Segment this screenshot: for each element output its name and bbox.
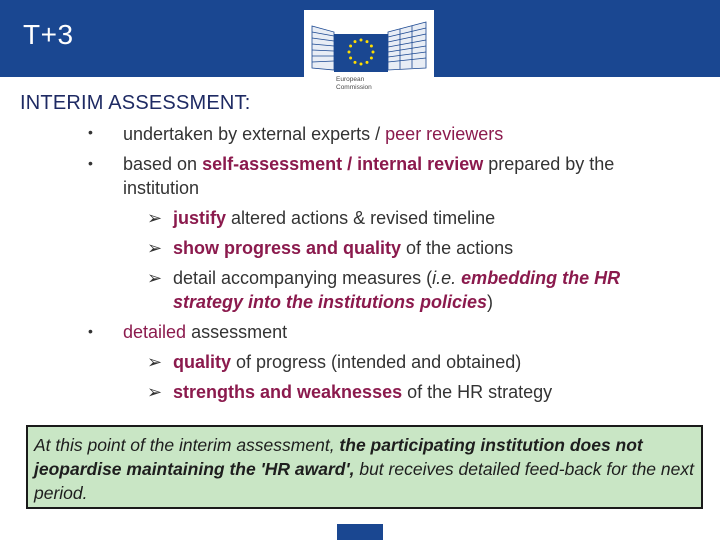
sub-bullet-highlight: embedding the HR [461, 268, 621, 288]
sub-bullet-strengths [147, 381, 552, 403]
bullet-2-highlight: self-assessment / internal review [202, 154, 484, 174]
callout-text-b: but receives detailed feed-back for the next period. [34, 459, 694, 503]
bullet-dot: • [88, 124, 93, 140]
sub-bullet-highlight: show progress and quality [173, 238, 402, 258]
sub-bullet-text: of the actions [401, 238, 514, 258]
sub-bullet-quality [147, 351, 521, 373]
callout-bold: the participating institution does not jeopardise maintaining the 'HR award', [34, 435, 643, 479]
bullet-2-text-b: prepared by the [483, 154, 615, 174]
sub-bullet-highlight: strengths and weaknesses [173, 382, 403, 402]
arrow-bullet-icon: ➢ [147, 382, 163, 402]
sub-bullet-justify [147, 207, 495, 229]
bullet-2-line-2: institution [123, 178, 200, 198]
sub-bullet-text: of progress (intended and obtained) [231, 352, 522, 372]
logo-text [336, 76, 372, 92]
bullet-1 [123, 123, 503, 145]
footer-flag-icon [337, 524, 383, 540]
bullet-dot: • [88, 155, 93, 171]
sub-bullet-measures [147, 267, 620, 289]
slide-title: T+3 [23, 19, 74, 50]
sub-bullet-progress [147, 237, 513, 259]
bullet-1-text: undertaken by external experts / [123, 124, 386, 144]
arrow-bullet-icon: ➢ [147, 238, 163, 258]
bullet-3 [123, 321, 287, 343]
callout-text-a: At this point of the interim assessment, [34, 435, 340, 455]
sub-bullet-highlight: strategy into the institutions policies [173, 292, 488, 312]
european-commission-logo [304, 10, 434, 98]
sub-bullet-text: of the HR strategy [402, 382, 553, 402]
sub-bullet-highlight: quality [173, 352, 232, 372]
sub-bullet-close: ) [487, 292, 494, 312]
callout-box [26, 425, 703, 509]
bullet-3-text: assessment [186, 322, 288, 342]
bullet-2-text-a: based on [123, 154, 203, 174]
bullet-dot: • [88, 323, 93, 339]
arrow-bullet-icon: ➢ [147, 208, 163, 228]
arrow-bullet-icon: ➢ [147, 352, 163, 372]
arrow-bullet-icon: ➢ [147, 268, 163, 288]
bullet-3-highlight: detailed [123, 322, 187, 342]
bullet-2-line-1 [123, 153, 614, 175]
sub-bullet-text: altered actions & revised timeline [226, 208, 496, 228]
sub-bullet-highlight: justify [173, 208, 227, 228]
bullet-1-highlight: peer reviewers [385, 124, 504, 144]
section-heading: INTERIM ASSESSMENT: [20, 92, 251, 114]
sub-bullet-text: detail accompanying measures ( [173, 268, 433, 288]
sub-bullet-measures-line-2 [173, 291, 493, 313]
logo-line-commission: Commission [336, 84, 372, 91]
logo-line-european: European [336, 76, 365, 83]
sub-bullet-ie: i.e. [432, 268, 457, 288]
